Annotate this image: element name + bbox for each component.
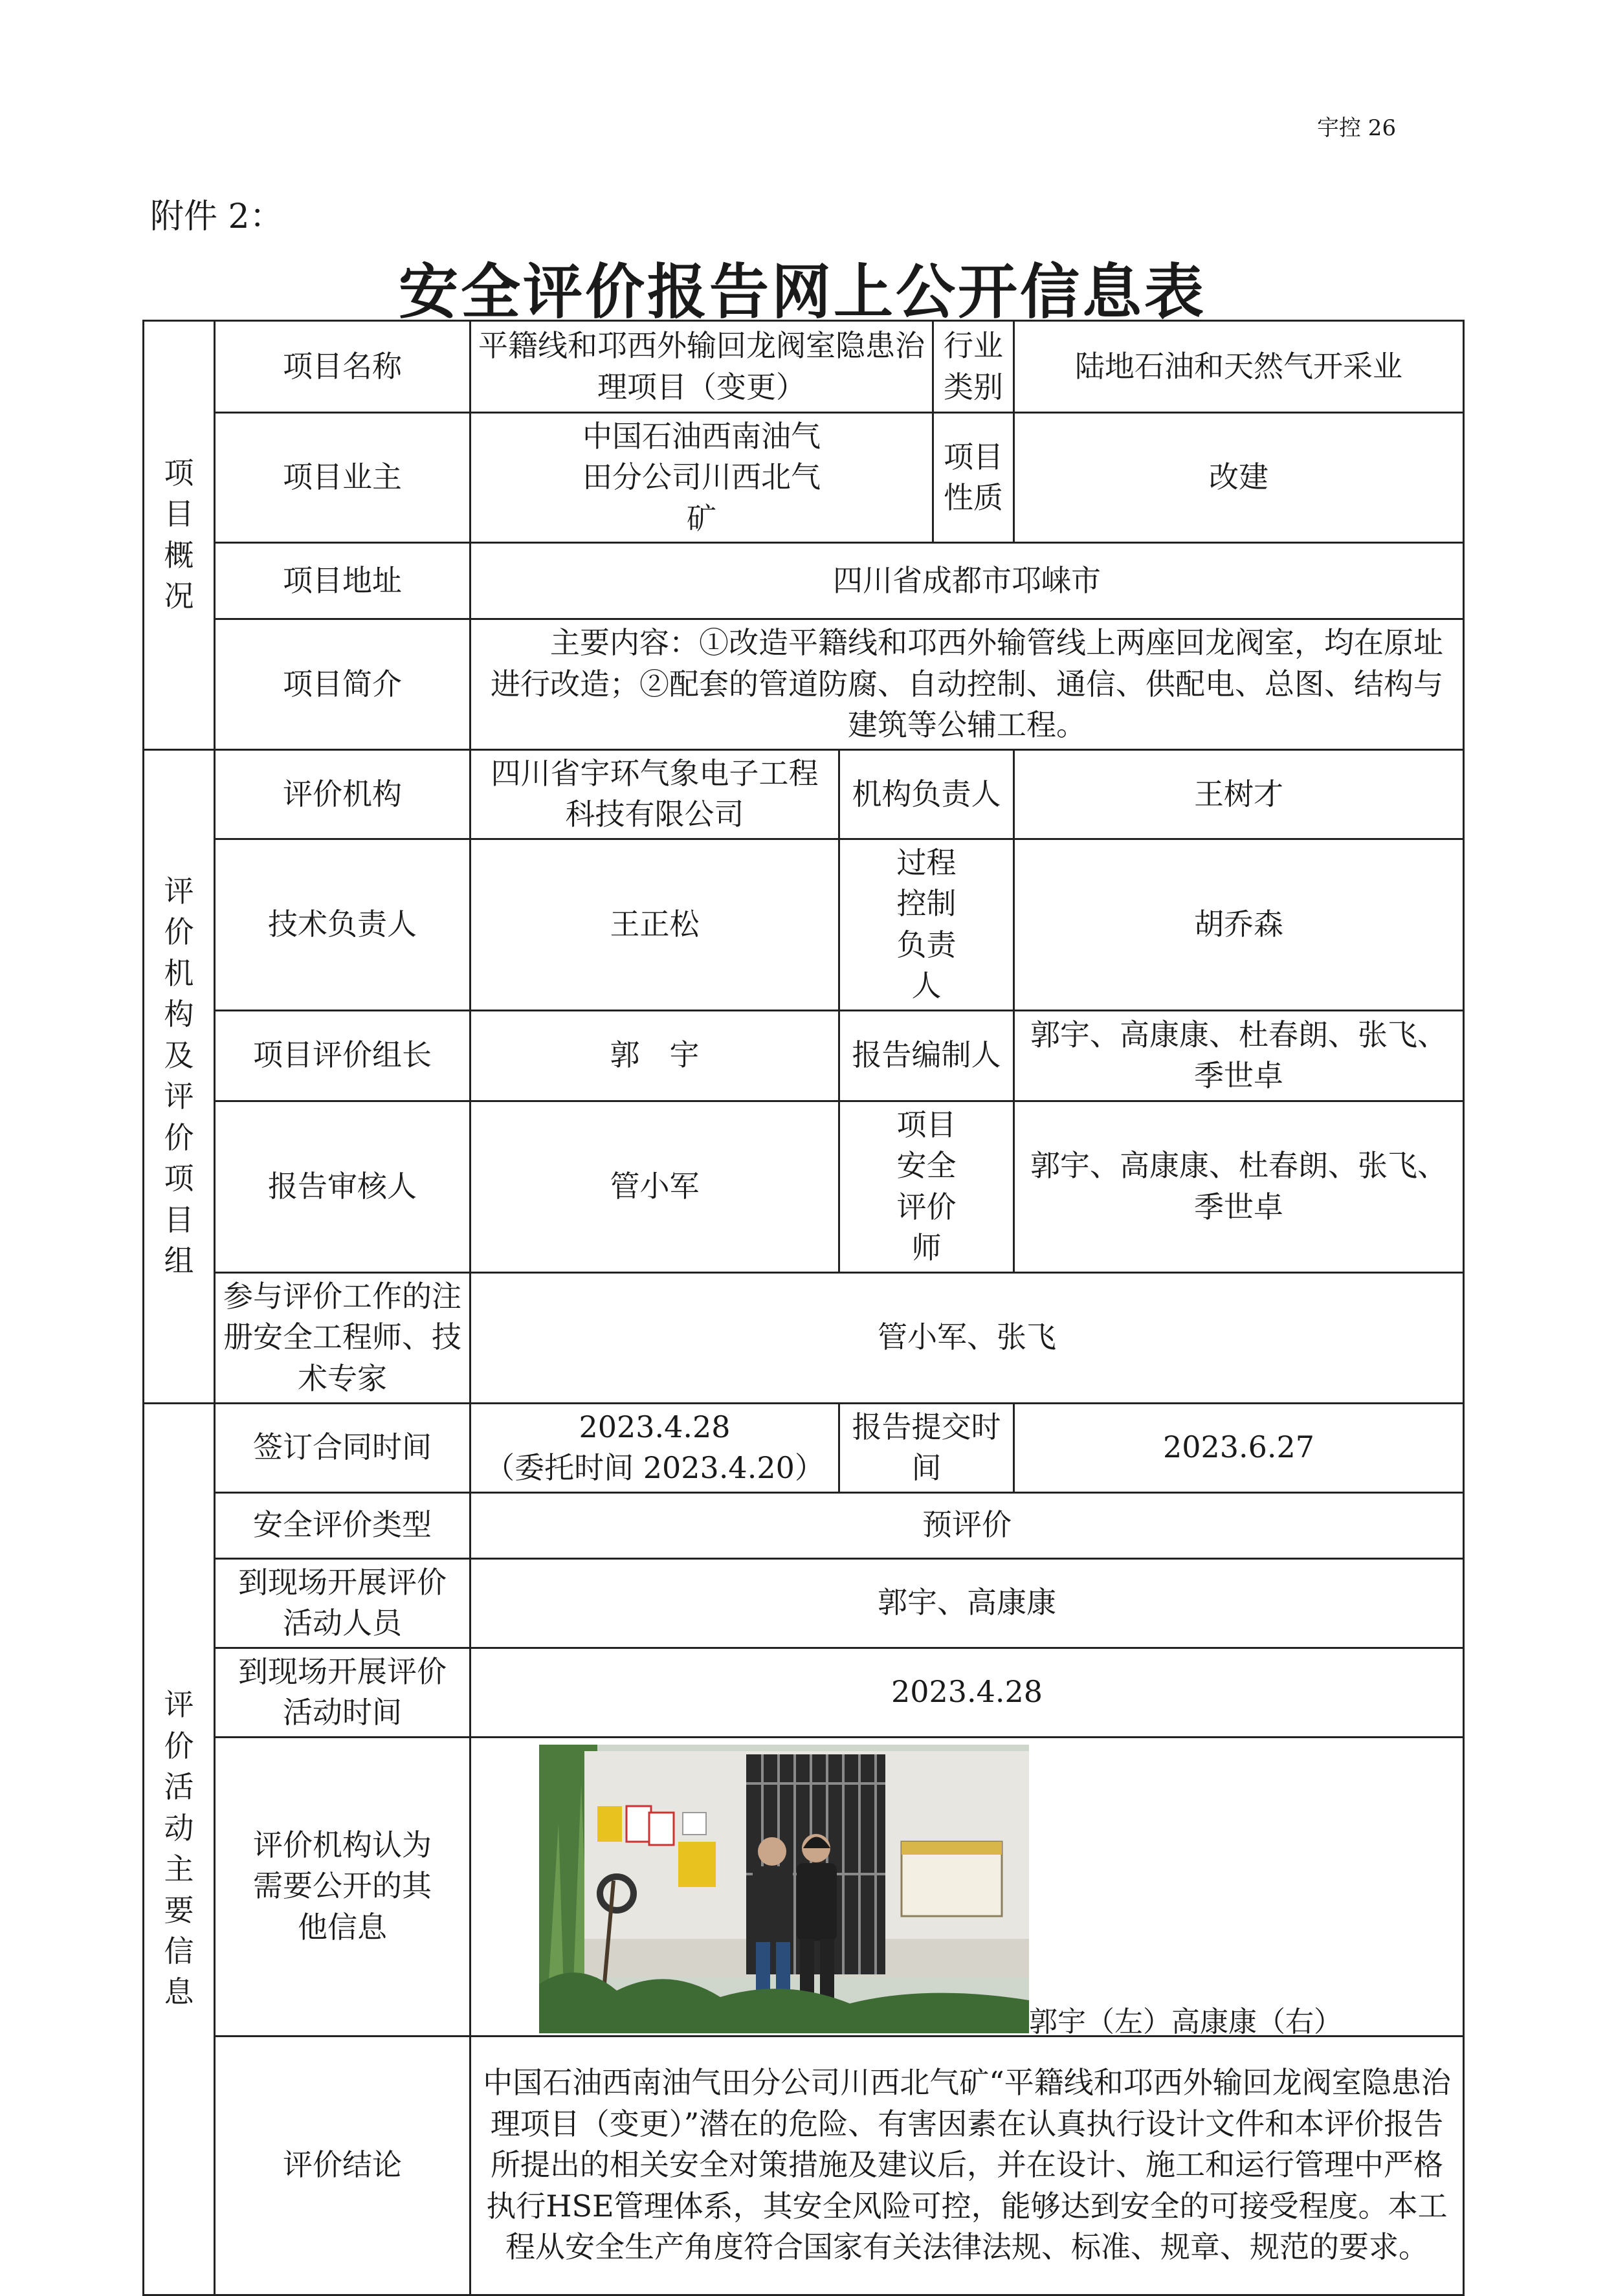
nature-label: 项目性质 (933, 413, 1014, 543)
other-info-label: 评价机构认为需要公开的其他信息 (215, 1737, 470, 2036)
contract-value (470, 1403, 839, 1492)
nature-value: 改建 (1014, 413, 1464, 543)
process-head-label: 过程控制负责人 (839, 839, 1014, 1010)
site-people-value: 郭宇、高康康 (470, 1558, 1464, 1648)
team-leader-value: 郭 宇 (470, 1010, 839, 1101)
address-value: 四川省成都市邛崃市 (470, 543, 1464, 619)
section-overview: 项目概况 (144, 321, 215, 750)
site-photo (539, 1745, 1029, 2037)
owner-label: 项目业主 (215, 413, 470, 543)
intro-label: 项目简介 (215, 619, 470, 749)
engineers-value: 管小军、张飞 (470, 1272, 1464, 1403)
agency-label: 评价机构 (215, 749, 470, 839)
intro-value: 主要内容：①改造平籍线和邛西外输管线上两座回龙阀室，均在原址进行改造；②配套的管道防腐、自动控制、通信、供配电、总图、结构与建筑等公辅工程。 (470, 619, 1464, 749)
submit-value: 2023.6.27 (1014, 1403, 1464, 1492)
agency-head-label: 机构负责人 (839, 749, 1014, 839)
info-table (142, 320, 1465, 2296)
industry-label: 行业类别 (933, 321, 1014, 413)
other-info-cell (470, 1737, 1464, 2036)
site-photo-image (539, 1745, 1029, 2033)
report-writer-label: 报告编制人 (839, 1010, 1014, 1101)
entrust-date: （委托时间 2023.4.20） (485, 1450, 825, 1486)
submit-label: 报告提交时间 (839, 1403, 1014, 1492)
site-time-label: 到现场开展评价活动时间 (215, 1648, 470, 1737)
process-head-value: 胡乔森 (1014, 839, 1464, 1010)
project-name-label: 项目名称 (215, 321, 470, 413)
type-value: 预评价 (470, 1492, 1464, 1558)
team-leader-label: 项目评价组长 (215, 1010, 470, 1101)
site-time-value: 2023.4.28 (470, 1648, 1464, 1737)
project-name-value: 平籍线和邛西外输回龙阀室隐患治理项目（变更） (470, 321, 933, 413)
page-title: 安全评价报告网上公开信息表 (398, 257, 1206, 327)
report-writer-value: 郭宇、高康康、杜春朗、张飞、季世卓 (1014, 1010, 1464, 1101)
address-label: 项目地址 (215, 543, 470, 619)
document-id: 宇控 26 (1317, 115, 1397, 141)
agency-value: 四川省宇环气象电子工程科技有限公司 (470, 749, 839, 839)
industry-value: 陆地石油和天然气开采业 (1014, 321, 1464, 413)
reviewer-value: 管小军 (470, 1101, 839, 1272)
attachment-label: 附件 2： (150, 197, 283, 236)
section-org: 评价机构及评价项目组 (144, 749, 215, 1403)
tech-head-value: 王正松 (470, 839, 839, 1010)
conclusion-value: 中国石油西南油气田分公司川西北气矿“平籍线和邛西外输回龙阀室隐患治理项目（变更）”潜在的危险、有害因素在认真执行设计文件和本评价报告所提出的相关安全对策措施及建议后，并在设计、施工和运行管理中严格执行HSE管理体系，其安全风险可控，能够达到安全的可接受程度。本工程从安全生产角度符合国家有关法律法规、标准、规章、规范的要求。 (470, 2036, 1464, 2295)
tech-head-label: 技术负责人 (215, 839, 470, 1010)
type-label: 安全评价类型 (215, 1492, 470, 1558)
section-activity: 评价活动主要信息 (144, 1403, 215, 2295)
engineers-label: 参与评价工作的注册安全工程师、技术专家 (215, 1272, 470, 1403)
contract-label: 签订合同时间 (215, 1403, 470, 1492)
agency-head-value: 王树才 (1014, 749, 1464, 839)
site-people-label: 到现场开展评价活动人员 (215, 1558, 470, 1648)
evaluators-label: 项目安全评价师 (839, 1101, 1014, 1272)
owner-value: 中国石油西南油气田分公司川西北气矿 (470, 413, 933, 543)
reviewer-label: 报告审核人 (215, 1101, 470, 1272)
contract-date: 2023.4.28 (579, 1409, 731, 1444)
photo-caption: 郭宇（左）高康康（右） (1029, 2005, 1342, 2037)
conclusion-label: 评价结论 (215, 2036, 470, 2295)
evaluators-value: 郭宇、高康康、杜春朗、张飞、季世卓 (1014, 1101, 1464, 1272)
